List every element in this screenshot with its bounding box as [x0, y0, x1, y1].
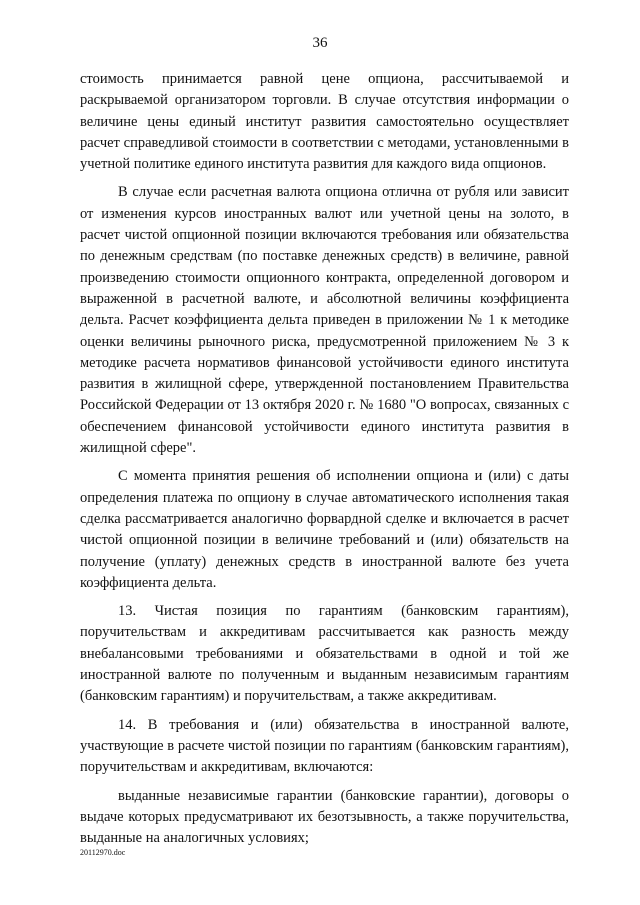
footer-filename: 20112970.doc [80, 848, 126, 857]
page-number: 36 [312, 35, 328, 51]
paragraph-settlement-currency: В случае если расчетная валюта опциона отлична от рубля или зависит от изменения курсов иностранных валют или учетной цены на золото, в расчет чистой опционной позиции включаются требования или обязательства по денежным средствам (по поставке денежных средств) в величине, равной произведению стоимости опционного контракта, определенной договором и выраженной в расчетной валюте, и абсолютной величины коэффициента дельта. Расчет коэффициента дельта приведен в приложении № 1 к методике оценки величины рыночного риска, предусмотренной приложением № 3 к методике расчета нормативов финансовой устойчивости единого института развития в жилищной сфере, утвержденной постановлением Правительства Российской Федерации от 13 октября 2020 г. № 1680 "О вопросах, связанных с обеспечением финансовой устойчивости единого института развития в жилищной сфере". [80, 184, 569, 457]
document-body [80, 69, 569, 849]
paragraph-issued-guarantees: выданные независимые гарантии (банковские гарантии), договоры о выдаче которых предусматривают их безотзывность, а также поручительства, выданные на аналогичных условиях; [80, 787, 569, 847]
paragraph-option-exercise: С момента принятия решения об исполнении опциона и (или) с даты определения платежа по опциону в случае автоматического исполнения такая сделка рассматривается аналогично форвардной сделке и включается в расчет чистой опционной позиции в величине требований и (или) обязательств на получение (уплату) денежных средств в иностранной валюте без учета коэффициента дельта. [80, 468, 569, 591]
paragraph-continuation: стоимость принимается равной цене опциона, рассчитываемой и раскрываемой организатором торговли. В случае отсутствия информации о величине цены единый институт развития самостоятельно осуществляет расчет справедливой стоимости в соответствии с методами, установленными в учетной политике единого института развития для каждого вида опционов. [80, 71, 569, 173]
paragraph-14-requirements: 14. В требования и (или) обязательства в иностранной валюте, участвующие в расчете чистой позиции по гарантиям (банковским гарантиям), поручительствам и аккредитивам, включаются: [80, 716, 569, 776]
paragraph-13-net-position: 13. Чистая позиция по гарантиям (банковским гарантиям), поручительствам и аккредитивам рассчитывается как разность между внебалансовыми требованиями и обязательствами в одной и той же иностранной валюте по полученным и выданным независимым гарантиям (банковским гарантиям) и поручительствам, а также аккредитивам. [80, 603, 569, 705]
